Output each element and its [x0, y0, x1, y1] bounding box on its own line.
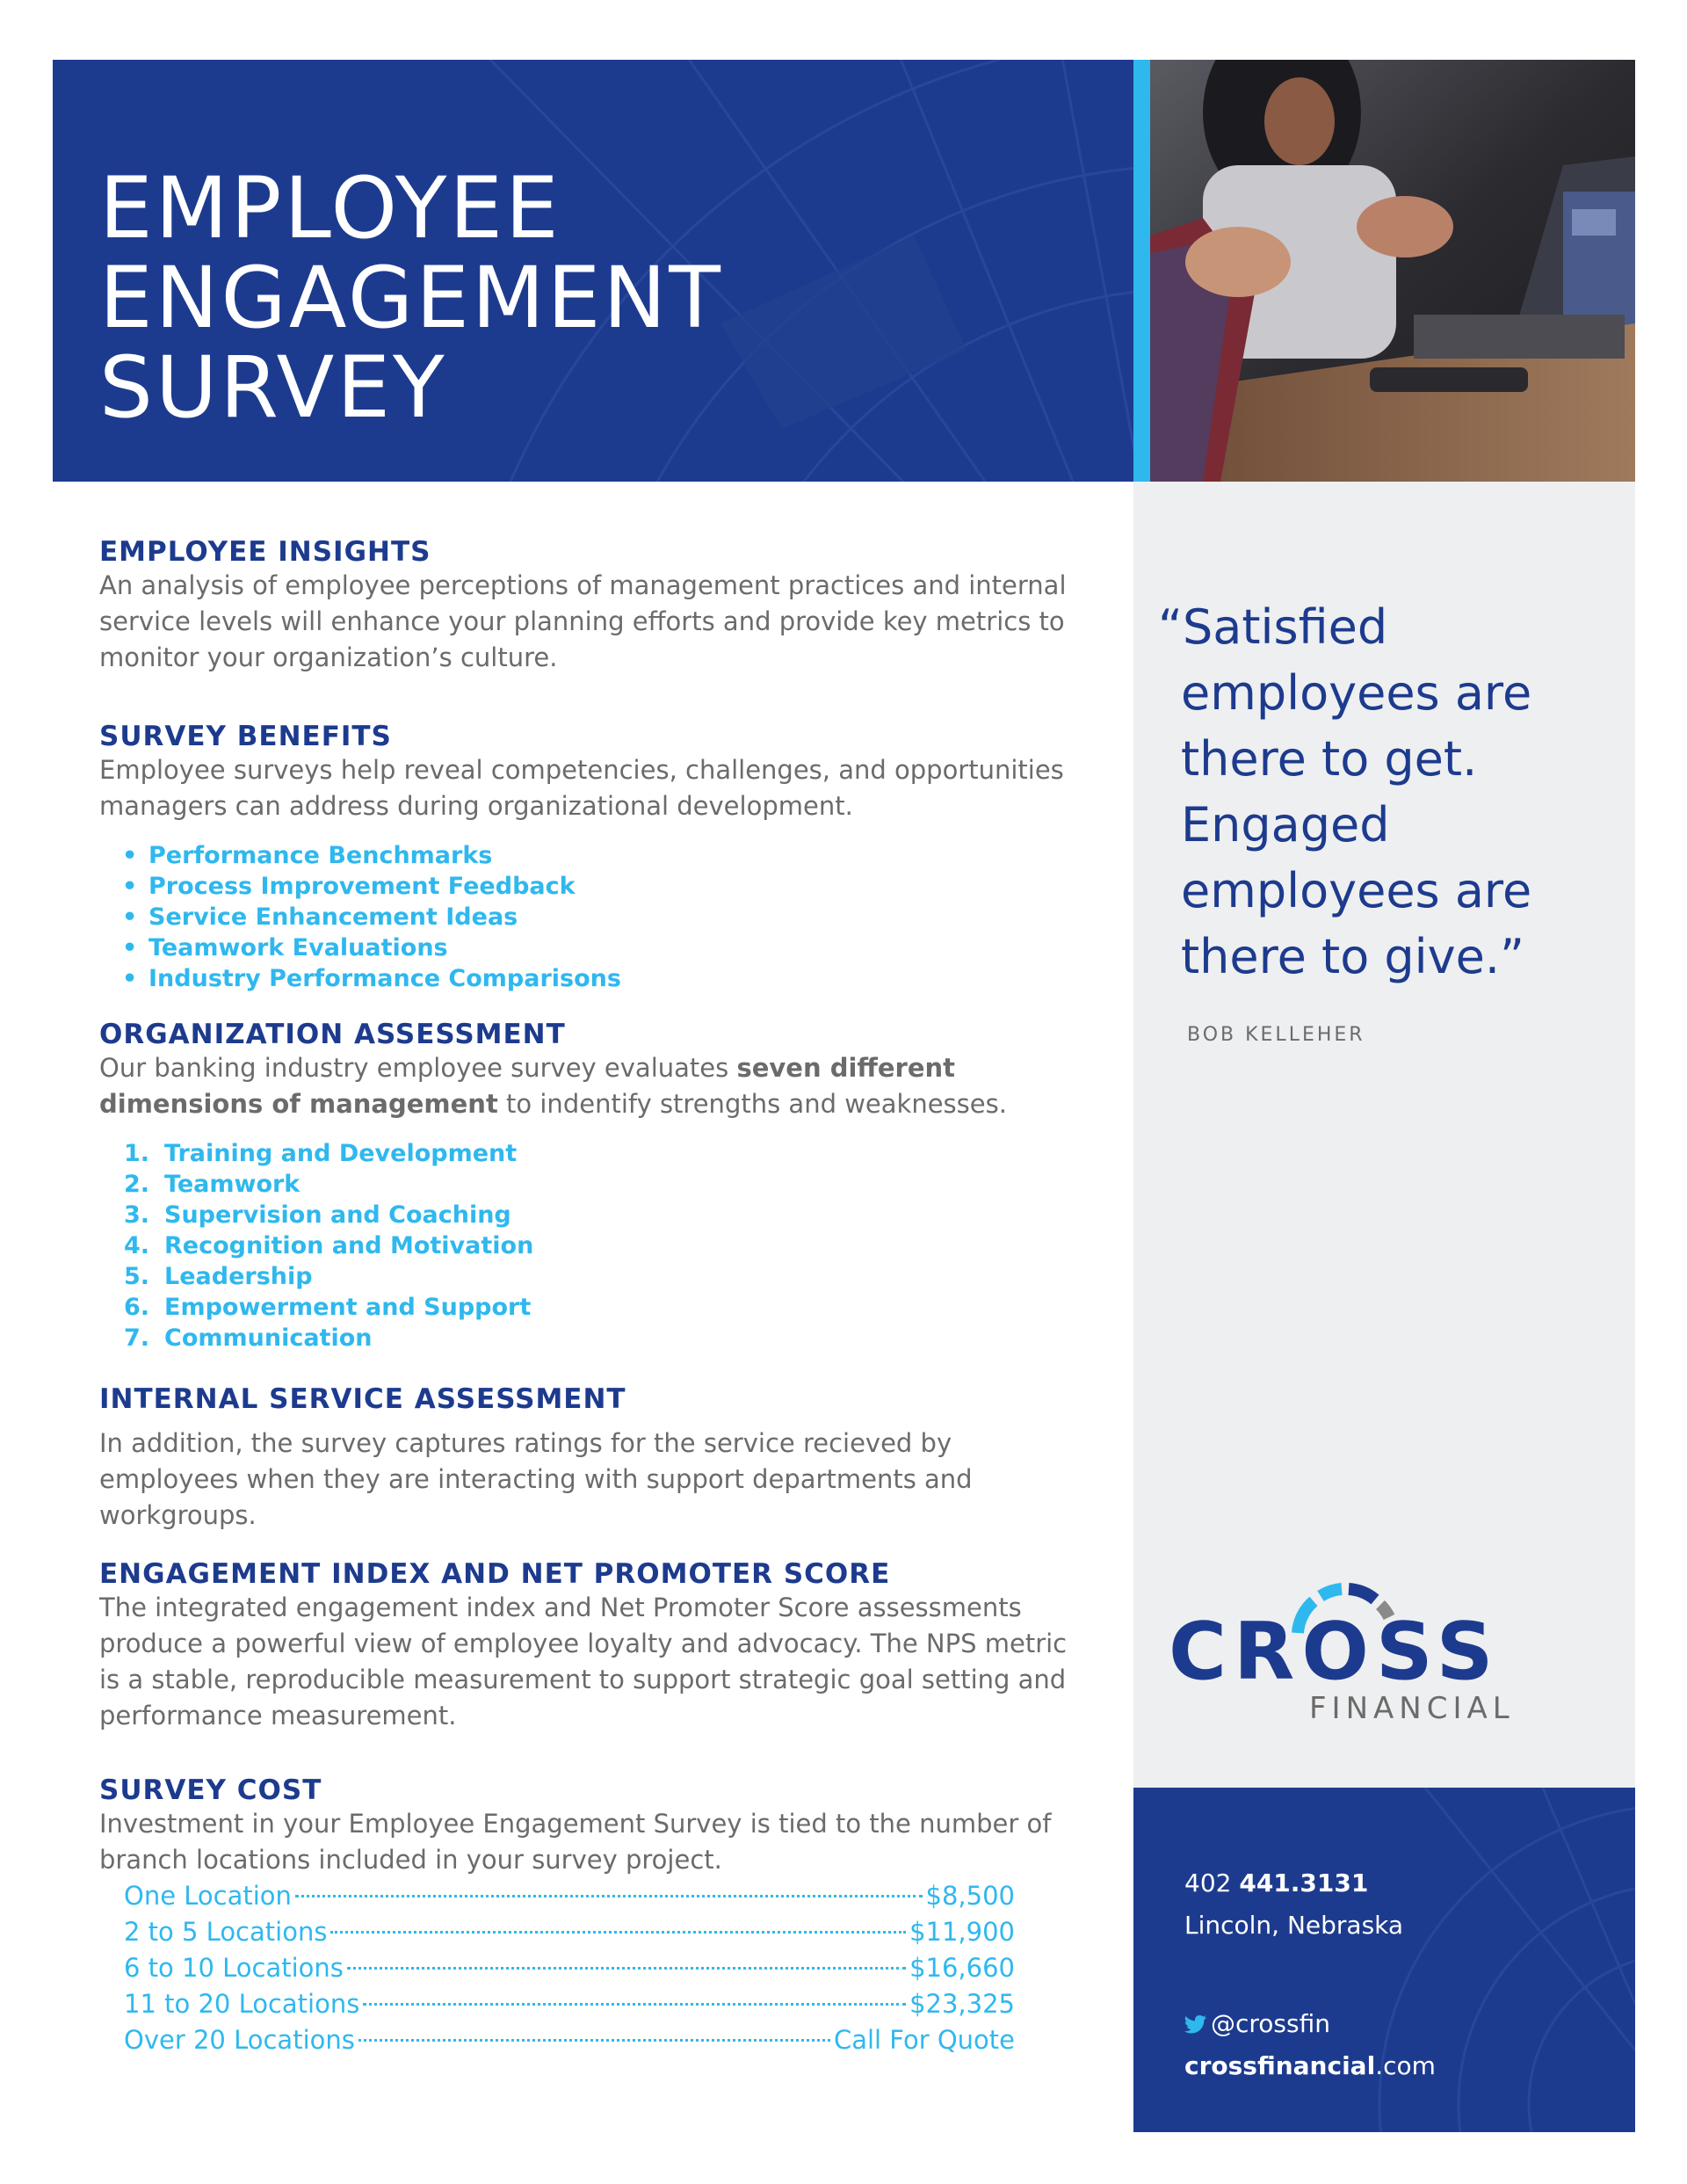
section-title: SURVEY COST — [99, 1774, 322, 1806]
cross-financial-logo — [1169, 1582, 1555, 1740]
price-value: $8,500 — [925, 1881, 1015, 1911]
price-row — [124, 1986, 1015, 2022]
section-internal-service-assessment — [99, 1383, 1083, 1534]
section-engagement-index — [99, 1558, 1083, 1734]
list-item — [124, 1138, 1083, 1169]
twitter-handle: @crossfin — [1211, 2009, 1330, 2038]
list-item: • Service Enhancement Ideas — [122, 902, 1083, 932]
section-body — [99, 1050, 1083, 1122]
price-label: 2 to 5 Locations — [124, 1917, 328, 1947]
section-title: EMPLOYEE INSIGHTS — [99, 536, 431, 568]
list-label: Recognition and Motivation — [164, 1232, 534, 1259]
contact-panel — [1133, 1788, 1635, 2132]
list-label: Teamwork — [164, 1171, 300, 1198]
list-number: 6. — [124, 1294, 150, 1321]
list-number: 1. — [124, 1140, 150, 1167]
section-survey-cost — [99, 1774, 1083, 2058]
price-row — [124, 1878, 1015, 1914]
list-item — [124, 1230, 1083, 1261]
website-tld: .com — [1375, 2051, 1436, 2080]
logo-subtitle: FINANCIAL — [1309, 1691, 1515, 1726]
list-label: Training and Development — [164, 1140, 518, 1167]
list-item: • Industry Performance Comparisons — [122, 963, 1083, 994]
price-label: One Location — [124, 1881, 292, 1911]
dot-leader — [363, 2003, 906, 2006]
benefits-list — [99, 840, 1083, 994]
contact-city: Lincoln, Nebraska — [1184, 1911, 1404, 1940]
price-list — [124, 1878, 1015, 2058]
price-row — [124, 2022, 1015, 2058]
price-value: $16,660 — [909, 1953, 1015, 1983]
section-title: SURVEY BENEFITS — [99, 721, 392, 752]
list-number: 7. — [124, 1324, 150, 1352]
website-domain: crossfinancial — [1184, 2051, 1376, 2080]
list-label: Communication — [164, 1324, 373, 1352]
accent-bar — [1133, 60, 1150, 482]
section-body: An analysis of employee perceptions of management practices and internal service levels will enhance your planning efforts and provide key metrics to monitor your organization’s culture. — [99, 570, 1067, 672]
dimensions-list — [99, 1138, 1083, 1353]
section-body: Employee surveys help reveal competencies, challenges, and opportunities managers can address during organizational development. — [99, 755, 1064, 821]
dot-leader — [347, 1967, 906, 1970]
list-number: 2. — [124, 1171, 150, 1198]
list-item — [124, 1323, 1083, 1353]
list-label: Empowerment and Support — [164, 1294, 532, 1321]
list-item — [124, 1292, 1083, 1323]
header-banner — [53, 60, 1133, 482]
dot-leader — [358, 2039, 830, 2042]
price-value: $23,325 — [909, 1989, 1015, 2019]
price-label: Over 20 Locations — [124, 2025, 355, 2055]
list-number: 5. — [124, 1263, 150, 1290]
meeting-photo-illustration — [1150, 60, 1635, 482]
contact-website[interactable] — [1184, 2051, 1436, 2080]
body-text-pre: Our banking industry employee survey evaluates — [99, 1053, 737, 1083]
section-employee-insights — [99, 536, 1083, 676]
section-body: In addition, the survey captures ratings for the service recieved by employees when they are interacting with support departments and workgroups. — [99, 1428, 973, 1530]
list-item: • Process Improvement Feedback — [122, 871, 1083, 902]
list-item — [124, 1169, 1083, 1200]
page-title — [99, 159, 723, 437]
section-title: INTERNAL SERVICE ASSESSMENT — [99, 1383, 626, 1415]
header-photo — [1150, 60, 1635, 482]
body-text-bold: seven different dimensions of management — [99, 1053, 956, 1119]
price-value: Call For Quote — [833, 2025, 1015, 2055]
list-item: • Teamwork Evaluations — [122, 932, 1083, 963]
pull-quote: “Satisfied employees are there to get. Engaged employees are there to give.” — [1158, 599, 1532, 984]
list-item — [124, 1200, 1083, 1230]
price-value: $11,900 — [909, 1917, 1015, 1947]
quote-author: BOB KELLEHER — [1187, 1024, 1365, 1046]
price-label: 11 to 20 Locations — [124, 1989, 360, 2019]
title-line-1: EMPLOYEE — [99, 159, 561, 258]
section-title: ENGAGEMENT INDEX AND NET PROMOTER SCORE — [99, 1558, 891, 1590]
list-label: Leadership — [164, 1263, 313, 1290]
twitter-bird-icon — [1184, 2014, 1207, 2034]
section-body: The integrated engagement index and Net Promoter Score assessments produce a powerful view of employee loyalty and advocacy. The NPS metric is a stable, reproducible measurement to support strategic goal setting and performance measurement. — [99, 1593, 1068, 1731]
section-survey-benefits — [99, 721, 1083, 994]
title-line-3: SURVEY — [99, 338, 447, 437]
list-label: Supervision and Coaching — [164, 1201, 511, 1229]
main-content — [99, 536, 1083, 2058]
phone-area-code: 402 — [1184, 1868, 1240, 1897]
dot-leader — [295, 1895, 923, 1897]
phone-number: 441.3131 — [1239, 1868, 1369, 1897]
logo-wordmark: CROSS — [1169, 1606, 1501, 1698]
price-row — [124, 1950, 1015, 1986]
list-item — [124, 1261, 1083, 1292]
contact-decorative-arcs — [1133, 1788, 1635, 2132]
title-line-2: ENGAGEMENT — [99, 249, 723, 347]
body-text-post: to indentify strengths and weaknesses. — [497, 1089, 1007, 1119]
price-label: 6 to 10 Locations — [124, 1953, 344, 1983]
section-title: ORGANIZATION ASSESSMENT — [99, 1019, 566, 1050]
dot-leader — [330, 1931, 906, 1934]
list-number: 3. — [124, 1201, 150, 1229]
list-number: 4. — [124, 1232, 150, 1259]
contact-twitter[interactable] — [1184, 2009, 1330, 2038]
contact-phone[interactable] — [1184, 1868, 1368, 1897]
section-body: Investment in your Employee Engagement Survey is tied to the number of branch locations included in your survey project. — [99, 1809, 1052, 1875]
section-organization-assessment — [99, 1019, 1083, 1353]
price-row — [124, 1914, 1015, 1950]
list-item: • Performance Benchmarks — [122, 840, 1083, 871]
